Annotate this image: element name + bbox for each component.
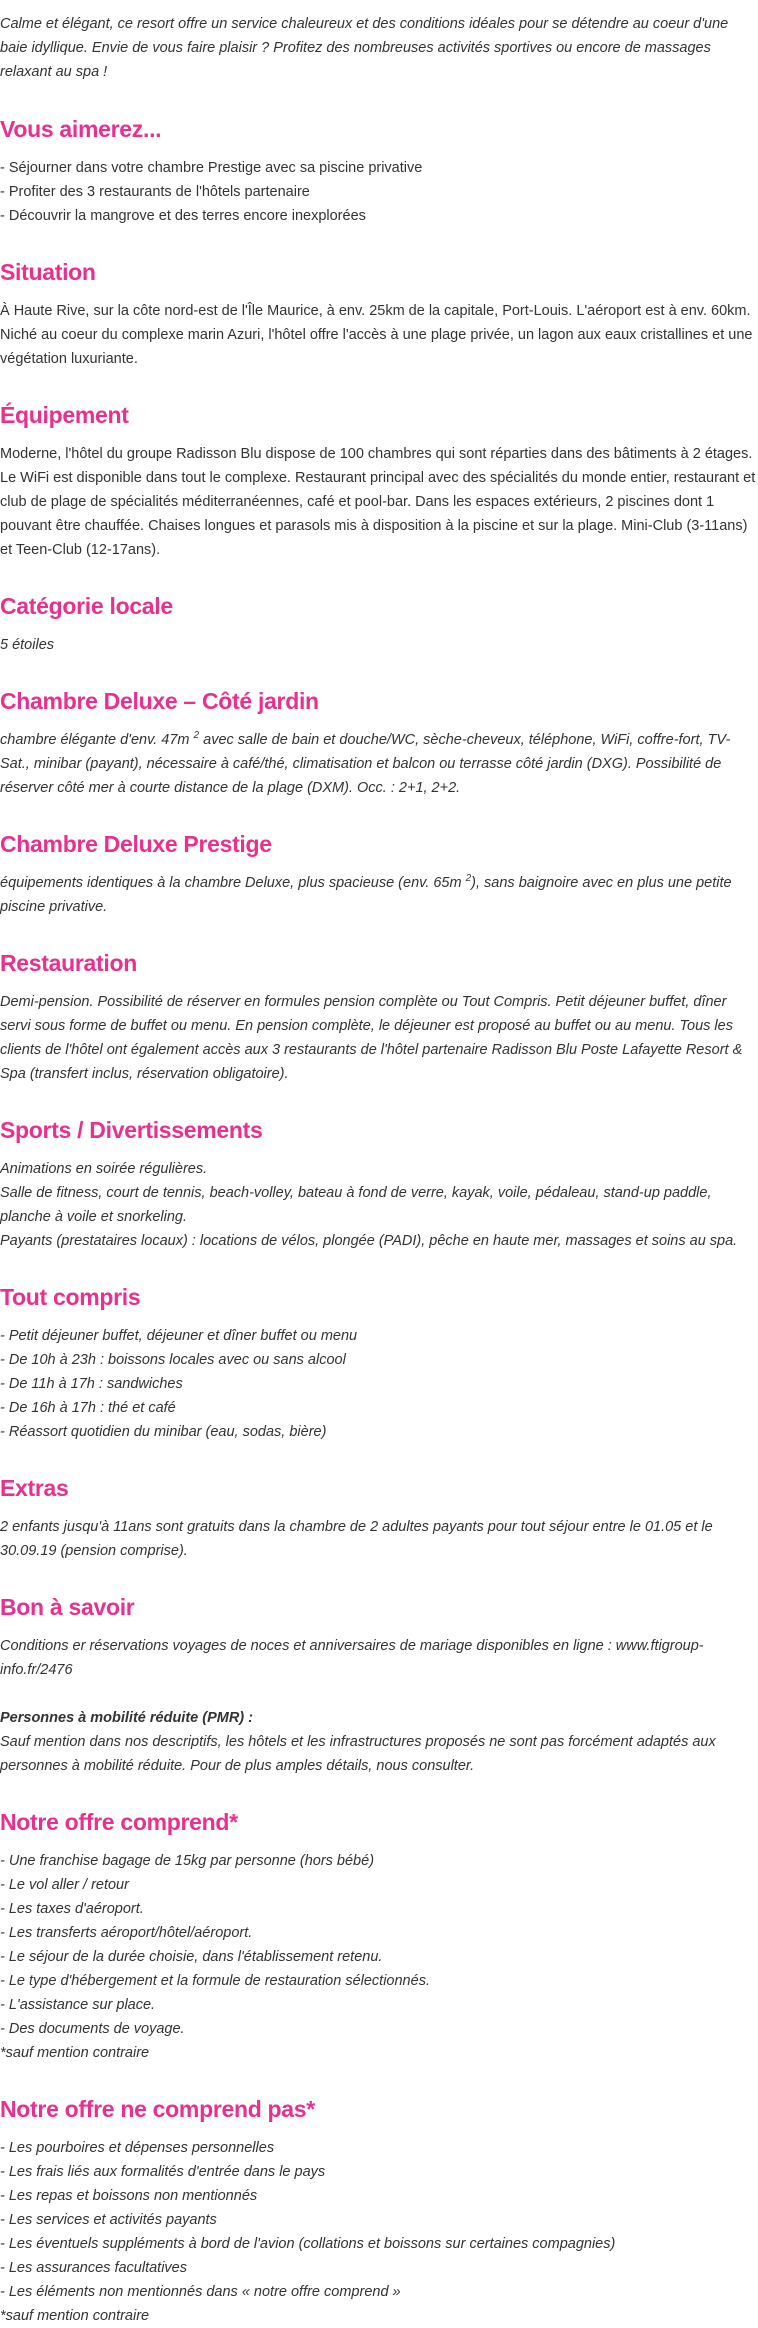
list-item: - Les assurances facultatives	[0, 2260, 187, 2276]
list-item: - Des documents de voyage.	[0, 2021, 185, 2037]
list-item: - De 10h à 23h : boissons locales avec ou sans alcool	[0, 1352, 346, 1368]
list-item: - Le séjour de la durée choisie, dans l'établissement retenu.	[0, 1949, 383, 1965]
pmr-text: Sauf mention dans nos descriptifs, les hôtels et les infrastructures proposés ne sont pas forcément adaptés aux personnes à mobilité réduite. Pour de plus amples détails, nous consulter.	[0, 1734, 716, 1774]
list-item: - De 11h à 17h : sandwiches	[0, 1376, 183, 1392]
chambre-deluxe-text	[0, 728, 758, 800]
categorie-text: 5 étoiles	[0, 637, 55, 653]
extras-text: 2 enfants jusqu'à 11ans sont gratuits dans la chambre de 2 adultes payants pour tout séjour entre le 01.05 et le 30.09.19 (pension comprise).	[0, 1519, 713, 1559]
section-title-offre-ne-comprend-pas: Notre offre ne comprend pas*	[0, 2096, 315, 2122]
prestige-text-end: ), sans baignoire avec en plus une petite piscine privative.	[0, 875, 732, 915]
list-item: - De 16h à 17h : thé et café	[0, 1400, 176, 1416]
section-tout-compris	[0, 1282, 758, 1444]
list-item: - Profiter des 3 restaurants de l'hôtels partenaire	[0, 184, 310, 200]
list-item: - Les transferts aéroport/hôtel/aéroport.	[0, 1925, 253, 1941]
deluxe-text-end: avec salle de bain et douche/WC, sèche-cheveux, téléphone, WiFi, coffre-fort, TV-Sat., minibar (payant), nécessaire à café/thé, climatisation et balcon ou terrasse côté jardin (DXG). Possibilité de réserver côté mer à courte distance de la plage (DXM). Occ. : 2+1, 2+2.	[0, 732, 731, 796]
bon-a-savoir-text: Conditions er réservations voyages de noces et anniversaires de mariage disponibles en ligne : www.ftigroup-info.fr/2476	[0, 1638, 704, 1678]
section-title-offre-comprend: Notre offre comprend*	[0, 1809, 238, 1835]
section-title-sports: Sports / Divertissements	[0, 1117, 263, 1143]
footnote: *sauf mention contraire	[0, 2308, 150, 2324]
section-offre-ne-comprend-pas	[0, 2094, 758, 2328]
section-title-tout-compris: Tout compris	[0, 1284, 141, 1310]
section-sports	[0, 1115, 758, 1253]
section-title-vous-aimerez: Vous aimerez...	[0, 116, 162, 142]
chambre-prestige-text	[0, 871, 758, 919]
section-situation	[0, 257, 758, 371]
list-item: - Une franchise bagage de 15kg par personne (hors bébé)	[0, 1853, 375, 1869]
sports-line: Animations en soirée régulières.	[0, 1161, 208, 1177]
vous-aimerez-list	[0, 156, 758, 228]
section-chambre-deluxe	[0, 686, 758, 800]
section-title-extras: Extras	[0, 1475, 69, 1501]
deluxe-superscript: 2	[193, 730, 200, 742]
section-title-restauration: Restauration	[0, 950, 137, 976]
section-categorie	[0, 591, 758, 657]
situation-text: À Haute Rive, sur la côte nord-est de l'Île Maurice, à env. 25km de la capitale, Port-Louis. L'aéroport est à env. 60km. Niché au coeur du complexe marin Azuri, l'hôtel offre l'accès à une plage privée, un lagon aux eaux cristallines et une végétation luxuriante.	[0, 303, 753, 367]
list-item: - Les taxes d'aéroport.	[0, 1901, 144, 1917]
sports-line: Salle de fitness, court de tennis, beach-volley, bateau à fond de verre, kayak, voile, pédaleau, stand-up paddle, planche à voile et snorkeling.	[0, 1185, 712, 1225]
section-title-equipement: Équipement	[0, 402, 129, 428]
section-extras	[0, 1473, 758, 1563]
section-offre-comprend	[0, 1807, 758, 2065]
equipement-text: Moderne, l'hôtel du groupe Radisson Blu dispose de 100 chambres qui sont réparties dans des bâtiments à 2 étages. Le WiFi est disponible dans tout le complexe. Restaurant principal avec des spécialités du monde entier, restaurant et club de plage de spécialités méditerranéennes, café et pool-bar. Dans les espaces extérieurs, 2 piscines dont 1 pouvant être chauffée. Chaises longues et parasols mis à disposition à la piscine et sur la plage. Mini-Club (3-11ans) et Teen-Club (12-17ans).	[0, 446, 756, 558]
list-item: - Les frais liés aux formalités d'entrée dans le pays	[0, 2164, 326, 2180]
restauration-text: Demi-pension. Possibilité de réserver en formules pension complète ou Tout Compris. Petit déjeuner buffet, dîner servi sous forme de buffet ou menu. En pension complète, le déjeuner est proposé au buffet ou au menu. Tous les clients de l'hôtel ont également accès aux 3 restaurants de l'hôtel partenaire Radisson Blu Poste Lafayette Resort & Spa (transfert inclus, réservation obligatoire).	[0, 994, 743, 1082]
prestige-text-start: équipements identiques à la chambre Deluxe, plus spacieuse (env. 65m	[0, 875, 466, 891]
section-title-categorie: Catégorie locale	[0, 593, 173, 619]
pmr-heading: Personnes à mobilité réduite (PMR) :	[0, 1710, 253, 1726]
prestige-superscript: 2	[465, 873, 472, 885]
list-item: - Les repas et boissons non mentionnés	[0, 2188, 258, 2204]
section-title-chambre-prestige: Chambre Deluxe Prestige	[0, 831, 272, 857]
section-title-bon-a-savoir: Bon à savoir	[0, 1594, 135, 1620]
list-item: - Découvrir la mangrove et des terres encore inexplorées	[0, 208, 366, 224]
section-equipement	[0, 400, 758, 562]
list-item: - Les pourboires et dépenses personnelles	[0, 2140, 275, 2156]
footnote: *sauf mention contraire	[0, 2045, 150, 2061]
list-item: - Les éventuels suppléments à bord de l'avion (collations et boissons sur certaines compagnies)	[0, 2236, 616, 2252]
sports-line: Payants (prestataires locaux) : locations de vélos, plongée (PADI), pêche en haute mer, massages et soins au spa.	[0, 1233, 738, 1249]
list-item: - Réassort quotidien du minibar (eau, sodas, bière)	[0, 1424, 327, 1440]
list-item: - Séjourner dans votre chambre Prestige avec sa piscine privative	[0, 160, 423, 176]
list-item: - L'assistance sur place.	[0, 1997, 156, 2013]
section-bon-a-savoir	[0, 1592, 758, 1778]
section-chambre-prestige	[0, 829, 758, 919]
section-restauration	[0, 948, 758, 1086]
intro-text: Calme et élégant, ce resort offre un service chaleureux et des conditions idéales pour se détendre au coeur d'une baie idyllique. Envie de vous faire plaisir ? Profitez des nombreuses activités sportives ou encore de massages relaxant au spa !	[0, 16, 729, 80]
list-item: - Les services et activités payants	[0, 2212, 217, 2228]
list-item: - Les éléments non mentionnés dans « notre offre comprend »	[0, 2284, 401, 2300]
section-title-chambre-deluxe: Chambre Deluxe – Côté jardin	[0, 688, 319, 714]
section-title-situation: Situation	[0, 259, 96, 285]
deluxe-text-start: chambre élégante d'env. 47m	[0, 732, 194, 748]
section-vous-aimerez	[0, 114, 758, 228]
list-item: - Le type d'hébergement et la formule de restauration sélectionnés.	[0, 1973, 430, 1989]
list-item: - Le vol aller / retour	[0, 1877, 129, 1893]
list-item: - Petit déjeuner buffet, déjeuner et dîner buffet ou menu	[0, 1328, 358, 1344]
